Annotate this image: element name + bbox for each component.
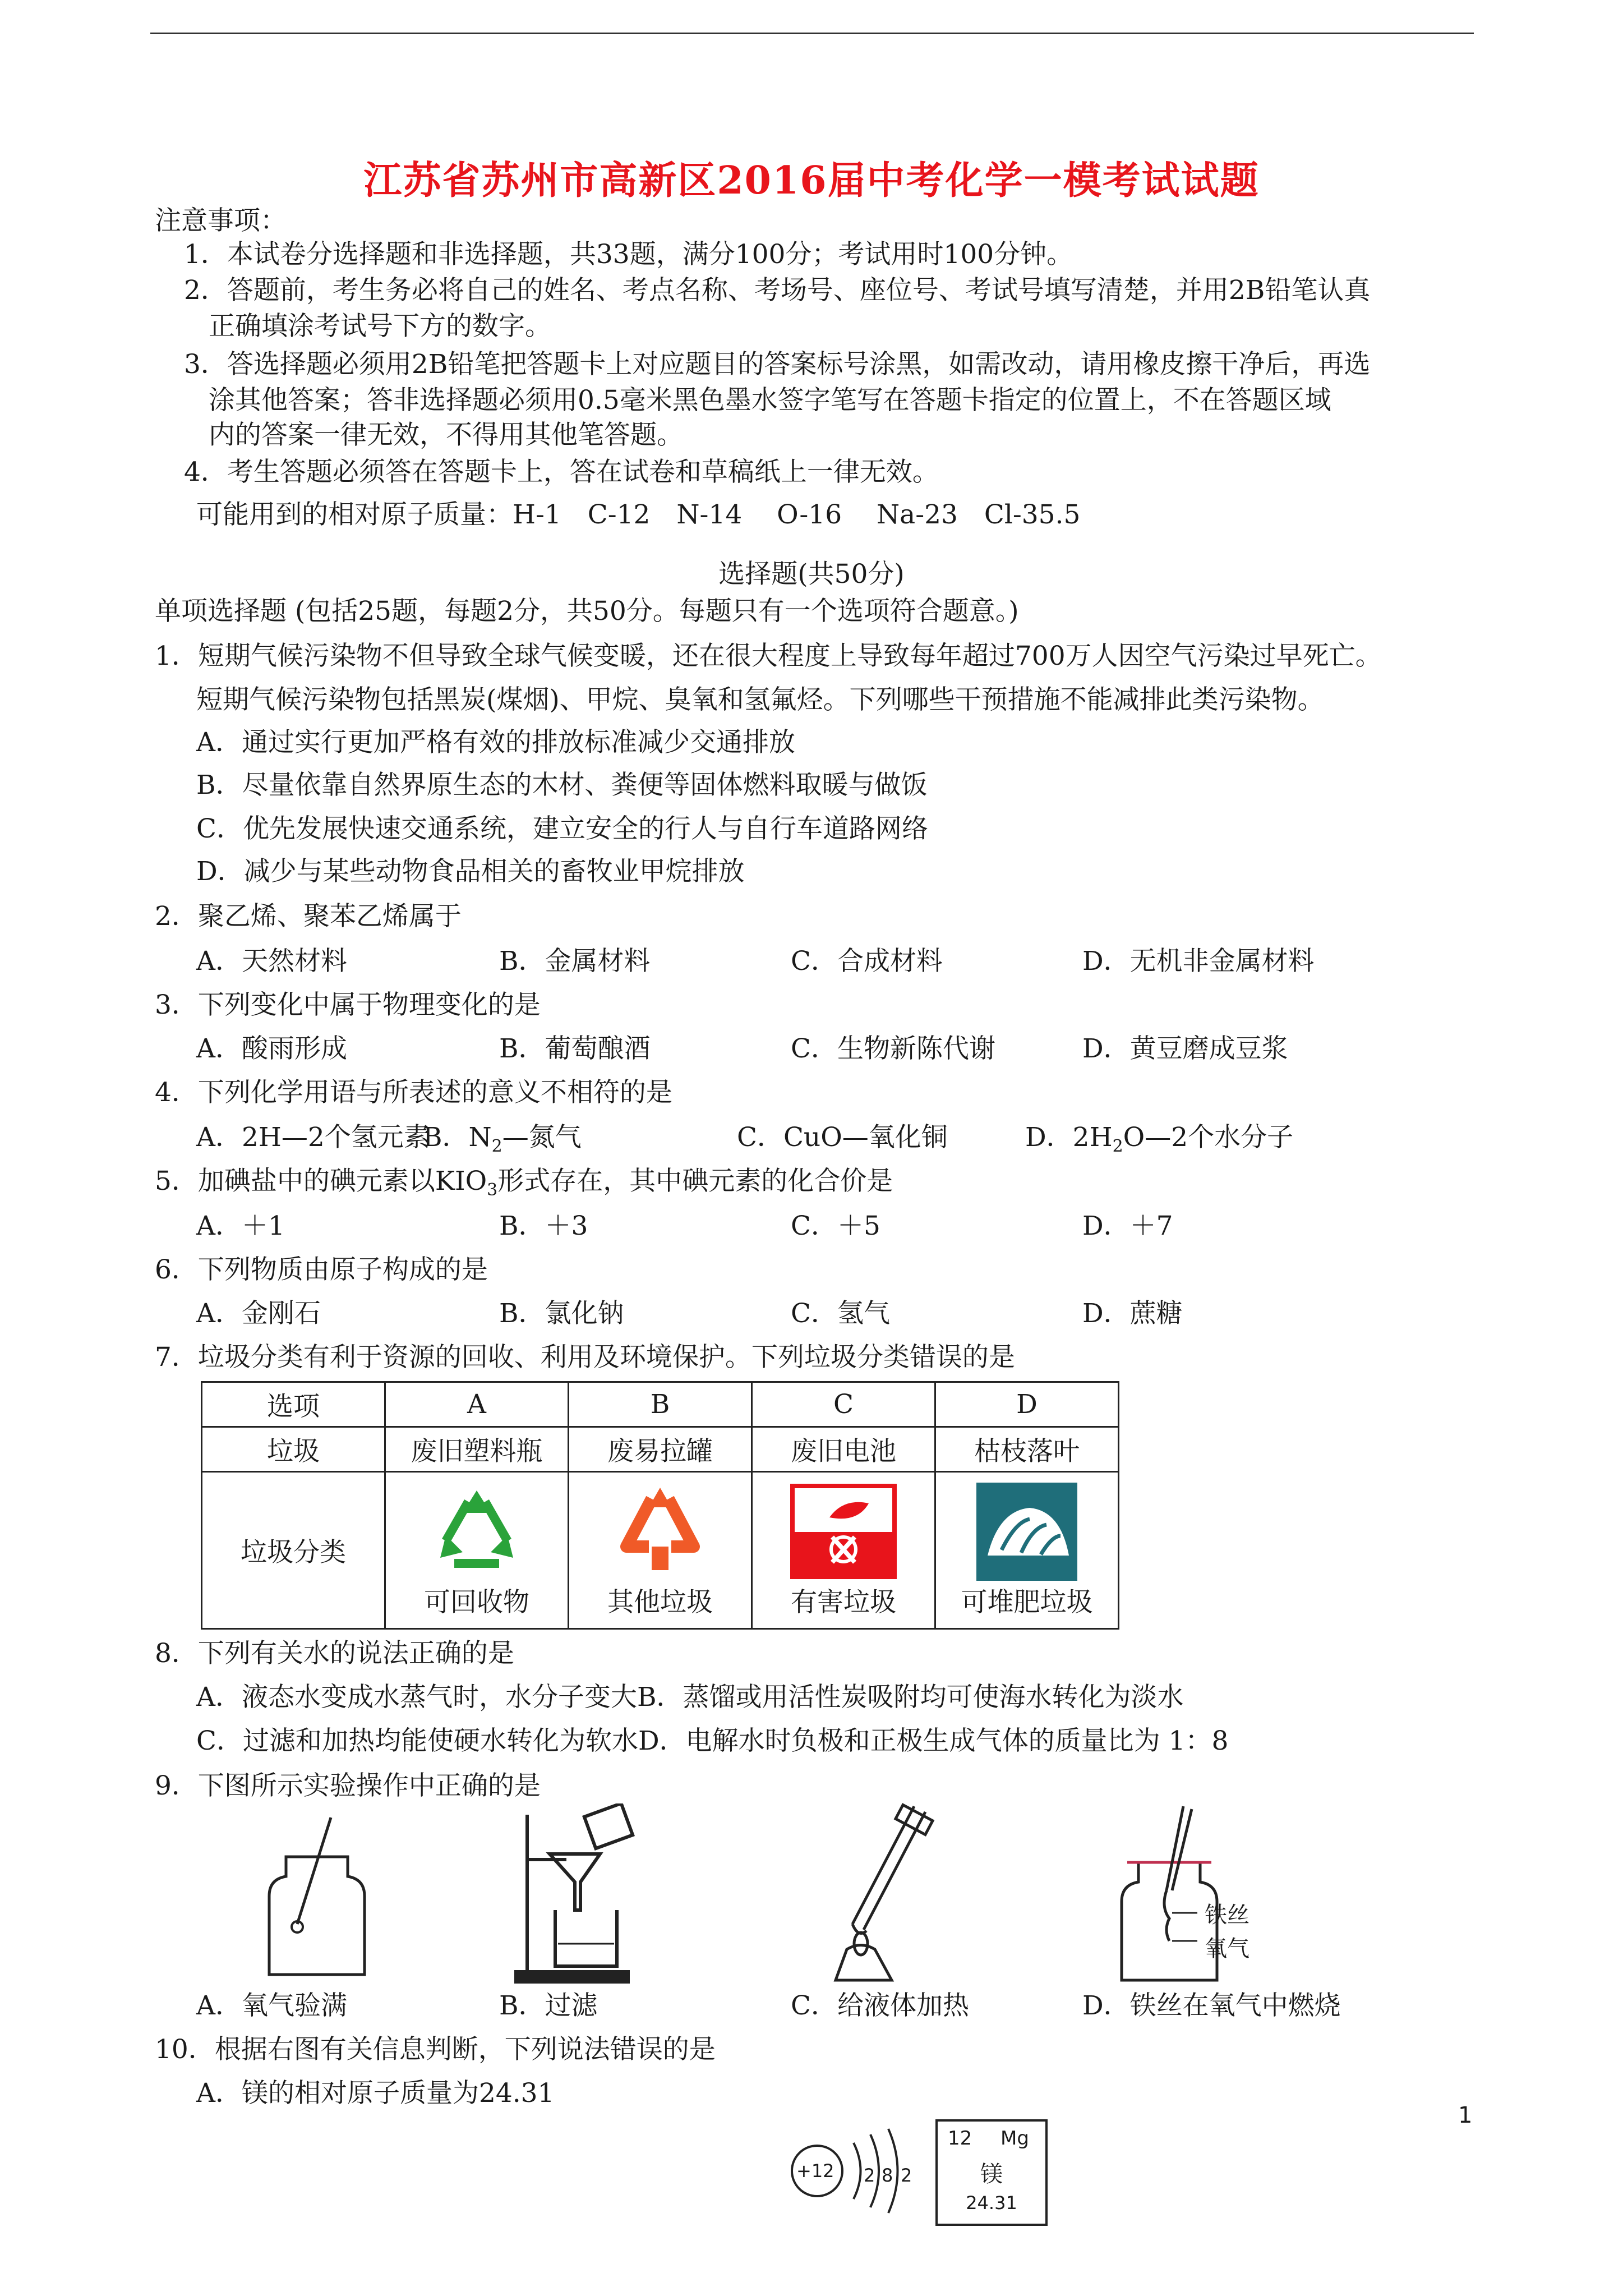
other-waste-icon <box>612 1485 708 1575</box>
q10-option-a: A．镁的相对原子质量为24.31 <box>196 2078 555 2109</box>
page-number: 1 <box>1458 2102 1473 2128</box>
waste-table-cell: B <box>569 1382 752 1427</box>
q3-stem: 3．下列变化中属于物理变化的是 <box>155 990 541 1020</box>
q2-option-c: C．合成材料 <box>791 946 943 977</box>
waste-table <box>201 1381 1119 1630</box>
notice-item-3-cont2: 内的答案一律无效，不得用其他笔答题。 <box>209 420 683 450</box>
q6-option-a: A．金刚石 <box>196 1298 321 1329</box>
section-heading: 选择题(共50分) <box>718 559 905 590</box>
q5-option-a: A．＋1 <box>196 1211 285 1241</box>
waste-table-cell: C <box>752 1382 935 1427</box>
q1-stem-line1: 1．短期气候污染物不但导致全球气候变暖，还在很大程度上导致每年超过700万人因空气污染过早死亡。 <box>155 641 1382 671</box>
q7-stem: 7．垃圾分类有利于资源的回收、利用及环境保护。下列垃圾分类错误的是 <box>155 1342 1015 1373</box>
q6-option-d: D．蔗糖 <box>1082 1298 1183 1329</box>
q9-option-b: B．过滤 <box>499 1990 598 2021</box>
notice-item-1: 1．本试卷分选择题和非选择题，共33题，满分100分；考试用时100分钟。 <box>184 239 1073 270</box>
atomic-mass: 24.31 <box>966 2192 1017 2214</box>
q6-option-b: B．氯化钠 <box>499 1298 624 1329</box>
compost-label: 可堆肥垃圾 <box>961 1587 1093 1618</box>
oxygen-test-figure <box>264 1812 387 1980</box>
q4-option-b-sub: 2 <box>491 1137 502 1156</box>
waste-cell-other <box>569 1472 752 1629</box>
compost-icon <box>976 1483 1077 1581</box>
element-name: 镁 <box>980 2161 1003 2187</box>
q4-option-d-pre: D．2H <box>1025 1122 1113 1153</box>
q4-option-c: C．CuO—氧化铜 <box>737 1122 948 1153</box>
q4-option-b-pre: B．N <box>423 1122 492 1153</box>
notice-item-3: 3．答选择题必须用2B铅笔把答题卡上对应题目的答案标号涂黑，如需改动，请用橡皮擦干净后，再选 <box>184 349 1371 380</box>
q9-option-a: A．氧气验满 <box>196 1990 347 2021</box>
notice-item-3-cont1: 涂其他答案；答非选择题必须用0.5毫米黑色墨水签字笔写在答题卡指定的位置上，不在答题区域 <box>209 385 1331 416</box>
q4-option-b <box>423 1122 582 1156</box>
shell-2: 8 <box>882 2165 893 2186</box>
q3-option-b: B．葡萄酿酒 <box>499 1033 651 1064</box>
q2-stem: 2．聚乙烯、聚苯乙烯属于 <box>155 901 462 932</box>
q1-option-b: B．尽量依靠自然界原生态的木材、粪便等固体燃料取暖与做饭 <box>196 770 928 800</box>
q6-option-c: C．氢气 <box>791 1298 890 1329</box>
q1-stem-line2: 短期气候污染物包括黑炭(煤烟)、甲烷、臭氧和氢氟烃。下列哪些干预措施不能减排此类污染物。 <box>196 684 1324 715</box>
q8-options-cd: C．过滤和加热均能使硬水转化为软水D．电解水时负极和正极生成气体的质量比为 1：8 <box>196 1726 1229 1756</box>
nucleus-charge: +12 <box>796 2160 834 2182</box>
q6-stem: 6．下列物质由原子构成的是 <box>155 1254 488 1285</box>
q5-option-c: C．＋5 <box>791 1211 880 1241</box>
atomic-masses: 可能用到的相对原子质量：H-1 C-12 N-14 O-16 Na-23 Cl-35.5 <box>196 499 1081 530</box>
q4-option-d <box>1025 1122 1294 1156</box>
q4-stem: 4．下列化学用语与所表述的意义不相符的是 <box>155 1077 672 1108</box>
q5-option-b: B．＋3 <box>499 1211 588 1241</box>
q8-stem: 8．下列有关水的说法正确的是 <box>155 1638 514 1669</box>
waste-table-cell: 选项 <box>202 1382 385 1427</box>
waste-table-cell: 枯枝落叶 <box>935 1427 1119 1472</box>
q3-option-d: D．黄豆磨成豆浆 <box>1082 1033 1288 1064</box>
q2-option-a: A．天然材料 <box>196 946 347 977</box>
page-title: 江苏省苏州市高新区2016届中考化学一模考试试题 <box>363 158 1260 203</box>
filtration-figure <box>505 1803 651 1989</box>
q3-option-c: C．生物新陈代谢 <box>791 1033 995 1064</box>
mg-element-box <box>935 2119 1048 2226</box>
shell-1: 2 <box>864 2165 875 2186</box>
oxygen-label: 氧气 <box>1205 1936 1249 1962</box>
q4-option-b-post: —氮气 <box>502 1122 582 1153</box>
waste-cell-hazardous <box>752 1472 935 1629</box>
recyclable-label: 可回收物 <box>424 1587 529 1618</box>
shell-3: 2 <box>901 2165 912 2186</box>
q3-option-a: A．酸雨形成 <box>196 1033 347 1064</box>
waste-table-cell: 废旧塑料瓶 <box>385 1427 569 1472</box>
notice-item-4: 4．考生答题必须答在答题卡上，答在试卷和草稿纸上一律无效。 <box>184 457 939 487</box>
q5-option-d: D．＋7 <box>1082 1211 1173 1241</box>
q4-option-d-post: O—2个水分子 <box>1123 1122 1294 1153</box>
atomic-number: 12 <box>948 2127 972 2150</box>
q5-stem-sub: 3 <box>487 1180 498 1200</box>
hazardous-waste-icon <box>790 1484 897 1579</box>
q9-option-d: D．铁丝在氧气中燃烧 <box>1082 1990 1341 2021</box>
waste-cell-recyclable <box>385 1472 569 1629</box>
header-rule <box>150 33 1474 34</box>
notice-item-2-cont: 正确填涂考试号下方的数字。 <box>209 311 551 342</box>
q9-option-c: C．给液体加热 <box>791 1990 969 2021</box>
q8-options-ab: A．液态水变成水蒸气时，水分子变大B．蒸馏或用活性炭吸附均可使海水转化为淡水 <box>196 1682 1184 1713</box>
waste-cell-compost <box>935 1472 1119 1629</box>
waste-table-cell: 废旧电池 <box>752 1427 935 1472</box>
q1-option-d: D．减少与某些动物食品相关的畜牧业甲烷排放 <box>196 856 745 887</box>
waste-table-cell: D <box>935 1382 1119 1427</box>
q5-stem-post: 形式存在，其中碘元素的化合价是 <box>497 1166 893 1197</box>
q4-option-d-sub: 2 <box>1112 1137 1123 1156</box>
q1-option-c: C．优先发展快速交通系统，建立安全的行人与自行车道路网络 <box>196 813 928 844</box>
q1-option-a: A．通过实行更加严格有效的排放标准减少交通排放 <box>196 727 795 758</box>
q2-option-b: B．金属材料 <box>499 946 651 977</box>
q10-stem: 10．根据右图有关信息判断，下列说法错误的是 <box>155 2034 716 2065</box>
notice-item-2: 2．答题前，考生务必将自己的姓名、考点名称、考场号、座位号、考试号填写清楚，并用2B铅笔认真 <box>184 275 1371 306</box>
notice-heading: 注意事项： <box>155 205 287 236</box>
recycle-icon <box>429 1485 524 1575</box>
q9-stem: 9．下图所示实验操作中正确的是 <box>155 1770 541 1801</box>
q5-stem <box>155 1166 893 1200</box>
section-intro: 单项选择题 (包括25题，每题2分，共50分。每题只有一个选项符合题意。) <box>155 596 1019 627</box>
liquid-heating-figure <box>819 1801 942 1991</box>
hazardous-waste-label: 有害垃圾 <box>791 1587 896 1618</box>
waste-table-cell: 垃圾分类 <box>202 1472 385 1629</box>
element-symbol: Mg <box>1000 2127 1029 2150</box>
q5-stem-pre: 5．加碘盐中的碘元素以KIO <box>155 1166 487 1197</box>
q4-option-a: A．2H—2个氢元素 <box>196 1122 430 1153</box>
waste-table-cell: 废易拉罐 <box>569 1427 752 1472</box>
q2-option-d: D．无机非金属材料 <box>1082 946 1315 977</box>
waste-table-cell: A <box>385 1382 569 1427</box>
iron-wire-label: 铁丝 <box>1205 1902 1249 1928</box>
other-waste-label: 其他垃圾 <box>607 1587 713 1618</box>
waste-table-cell: 垃圾 <box>202 1427 385 1472</box>
